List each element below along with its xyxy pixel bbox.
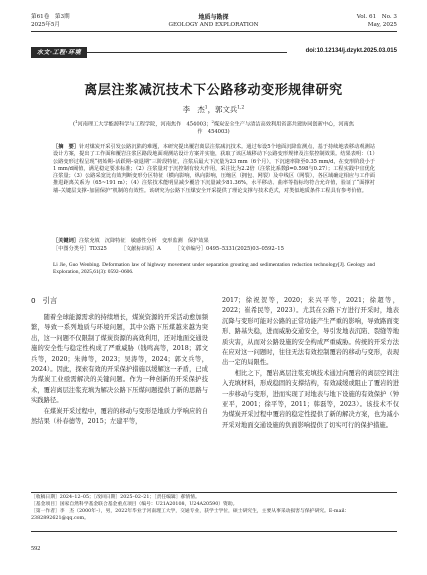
- footnotes: [31, 495, 397, 523]
- intro-paragraph-2: 在煤炭开采过程中，覆岩的移动与变形是地质力学响应的自然结果（朴春德等，2015；左建平等，: [31, 407, 208, 426]
- english-citation: Li Jie, Guo Wenbing. Deformation law of highway movement under separation grouting and sedimentation reduction technology[J]. Geology and Exploration, 2025,61(3): 0592–0606.: [53, 262, 375, 276]
- keywords-label: ［关键词］: [53, 238, 79, 244]
- journal-name-cn: 地质与勘探: [198, 14, 229, 21]
- affiliation-1: 河南理工大学能源科学与工程学院，河南焦作 454003；: [77, 121, 212, 128]
- keywords: [53, 238, 375, 245]
- page-number: 592: [31, 545, 41, 552]
- date-en: May, 2025: [367, 21, 397, 28]
- section-heading-intro: 0 引言: [31, 296, 58, 305]
- header-volume-en: [357, 14, 397, 29]
- affil-mark: 1: [75, 119, 78, 124]
- footnote-author-bio: ［第一作者］李 杰（2000年–），男，2022年毕业于河南理工大学，交通专业，获学士学位，硕士研究生，主要从事采动损害与保护研究。E-mail：2382892621@qq.com。: [31, 508, 350, 521]
- article-title: 离层注浆减沉技术下公路移动变形规律研究: [84, 83, 343, 98]
- date-cn: 2025年5月: [31, 21, 60, 28]
- header-divider: [31, 31, 397, 32]
- article-number: ［文章编号］0495–5331(2025)03–0592–15: [174, 246, 284, 252]
- abstract-text: 针对煤炭开采引发公路沉陷的难题，本研究提出覆岩离层注浆减沉技术。通过布设5个地面沉降监测点，基于持续地表移动观测站设计方案，提出了工作面和覆岩注浆区路段地面观测站设计方案并实施，获取了该区域移动下公路变形规律及注浆控制效果。结果表明：（1）公路变形过程呈现“初始期–活跃期–衰退期”三阶段特征，注浆后最大下沉量为23 mm（6个月），下沉速率降至0.35 mm/d，在变形阶段小于1 mm/d阈值，满足稳定要求标准；（2）注浆量对于沉控制有较大作用，采注比为2.2倍（注浆比系数β=0.598与0.27）；工程实践中宜优化注浆量；（3）公路采宽比有效判断变形分区特征（横向影响，纵向影响，压缩区（拥包、网裂）及中线区（网裂），各区域确定相应与工作面推进距离关系为（65~191 m）；（4）注浆技术能明显减少覆岩下沉量减少81.36%，水平移动、曲率等指标均符合允许值，验证了“面撑衬墙–关键层支撑–加固保护”机制的有效性。该研究为公路下压煤安全开采提供了理论支撑与技术范式，对类似地质条件工程具有参考价值。: [53, 144, 375, 194]
- intro-paragraph-1: 随着全球能源需求的持续增长，煤炭资源的开采活动愈加频繁，导致一系列地质与环境问题，其中公路下压煤越来越为突出，这一问题不仅限制了煤炭资源的高效利用，还对地面交通设施的安全性与稳定性构成了严重威胁（钱鸣高等，2018；郭文兵等，2020；朱帅等，2023；吴涛等，2024；郭文兵等，2024）。因此，探索有效的开采保护措施以缓解这一矛盾，已成为煤炭工业亟需解决的关键问题。作为一种创新的开采保护技术，覆岩离层注浆充填为解决公路下压煤问题提供了新的思路与实践路径。: [31, 314, 208, 405]
- author-affil-mark: 1: [204, 105, 208, 111]
- abstract-label: ［摘 要］: [53, 144, 80, 150]
- keywords-text: 注浆充填 沉降特征 敏感性分析 变形监测 保护效果: [78, 238, 209, 244]
- running-header: [0, 0, 427, 44]
- volume-cn: 第61卷 第3期: [31, 14, 70, 20]
- volume-en: Vol. 61 No. 3: [356, 14, 397, 20]
- author-affil-mark: 1,2: [237, 105, 245, 111]
- right-column: [222, 296, 399, 431]
- affil-mark: 2: [211, 119, 214, 124]
- section-tag: 水文·工程·环境: [31, 47, 87, 58]
- author-name: ，郭文兵: [207, 105, 238, 114]
- footnote-divider: [31, 492, 397, 493]
- author-name: 李 杰: [182, 105, 205, 114]
- document-code: ［文献标识码］A: [120, 246, 161, 252]
- affiliations: ($^1$河南理工大学能源科学与工程学院，河南焦作 454003；$^2$煤炭安全生产与清洁高效利用省部共建协同创新中心，河南焦作 454003): [73, 119, 354, 136]
- abstract: [53, 144, 375, 195]
- intro-paragraph-2-cont: 2017；徐祝贺等，2020；来兴平等，2021；徐超等，2022；崔希民等，2023）。尤其在公路下方进行开采时，地表沉降与变形可能对公路的正常功能产生严重的影响，导致路面变形、路基失稳，进而威胁交通安全，导引发地表沉陷、裂缝等地质灾害，从而对公路设施的安全构成严重威胁。传统的开采方法在应对这一问题时，往往无法有效控制覆岩的移动与变形，表现出一定的局限性。: [222, 297, 399, 367]
- intro-paragraph-3: 相比之下，覆岩离层注浆充填技术通过向覆岩的离层空间注入充填材料，形成稳固的支撑结构，有效减缓或阻止了覆岩的进一步移动与变形，进而实现了对地表与地下设施的有效保护（钟亚平，2001；徐平等，2011；韩磊等，2023）。该技术不仅为煤炭开采过程中覆岩的稳定性提供了新的解决方案，也为减小开采对地面交通设施的负面影响提供了切实可行的保护措施。: [222, 369, 399, 429]
- footnote-fund: ［基金项目］国家自然科学基金联合基金重点项目（编号：U21A20108，U24A20590）资助。: [31, 501, 238, 507]
- footnote-bottom-divider: [31, 531, 397, 532]
- affiliation-2: 煤炭安全生产与清洁高效利用省部共建协同创新中心，河南焦作 454003: [197, 121, 354, 136]
- author-line: [0, 104, 427, 115]
- journal-name-en: GEOLOGY AND EXPLORATION: [168, 21, 259, 28]
- doi-link[interactable]: doi:10.12134/j.dzykt.2025.03.015: [305, 48, 397, 54]
- clc-number: ［中图分类号］TD325: [53, 246, 107, 252]
- section-band: [31, 47, 397, 58]
- footnote-dates: ［收稿日期］2024–12–05；［改回日期］2025–02–21；［责任编辑］郝情情。: [31, 495, 200, 500]
- section-band-line: [87, 52, 287, 53]
- classification-line: [53, 246, 375, 253]
- left-column: [31, 313, 208, 427]
